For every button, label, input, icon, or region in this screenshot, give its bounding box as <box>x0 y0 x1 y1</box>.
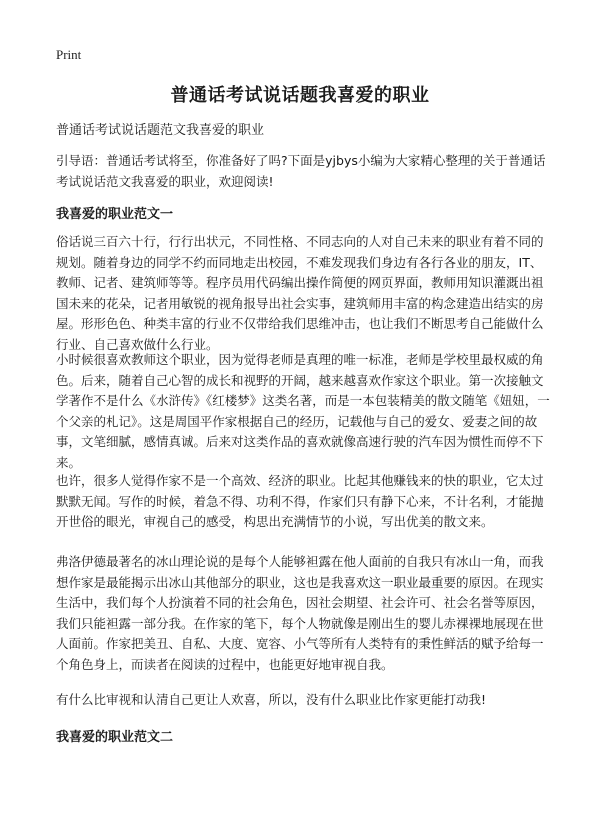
page-title: 普通话考试说话题我喜爱的职业 <box>170 85 430 106</box>
paragraph-4: 弗洛伊德最著名的冰山理论说的是每个人能够袒露在他人面前的自我只有冰山一角，而我想作家是最能揭示出冰山其他部分的职业，这也是我喜欢这一职业最重要的原因。在现实生活中，我们每个人扮演着不同的社会角色，因社会期望、社会许可、社会名誉等原因，我们只能袒露一部分我。在作家的笔下，每个人物就像是刚出生的婴儿赤裸裸地展现在世人面前。作家把美丑、自私、大度、宽容、小气等所有人类特有的秉性鲜活的赋予给每一个角色身上，而读者在阅读的过程中，也能更好地审视自我。 <box>56 554 544 672</box>
subtitle: 普通话考试说话题范文我喜爱的职业 <box>56 123 265 138</box>
section-1-heading: 我喜爱的职业范文一 <box>56 207 174 222</box>
section-2-heading: 我喜爱的职业范文二 <box>56 730 174 745</box>
paragraph-3: 也许，很多人觉得作家不是一个高效、经济的职业。比起其他赚钱来的快的职业，它太过默默无闻。写作的时候，着急不得、功利不得，作家们只有静下心来，不计名利，才能抛开世俗的眼光，审视自己的感受，构思出充满情节的小说，写出优美的散文来。 <box>56 473 544 529</box>
print-link[interactable]: Print <box>56 47 82 62</box>
paragraph-5: 有什么比审视和认清自己更让人欢喜，所以，没有什么职业比作家更能打动我! <box>56 692 487 707</box>
paragraph-1: 俗话说三百六十行，行行出状元，不同性格、不同志向的人对自己未来的职业有着不同的规划。随着身边的同学不约而同地走出校园，不难发现我们身边有各行各业的朋友，IT、教师、记者、建筑师等等。程序员用代码编出操作简便的网页界面，教师用知识灌溉出祖国未来的花朵，记者用敏锐的视角报导出社会实事，建筑师用丰富的构念建造出结实的房屋。形形色色、种类丰富的行业不仅带给我们思维冲击，也让我们不断思考自己能做什么行业、自己喜欢做什么行业。 <box>56 234 544 352</box>
intro-paragraph: 引导语：普通话考试将至，你准备好了吗?下面是yjbys小编为大家精心整理的关于普通话考试说话范文我喜爱的职业，欢迎阅读! <box>56 153 546 189</box>
paragraph-2: 小时候很喜欢教师这个职业，因为觉得老师是真理的唯一标准，老师是学校里最权威的角色。后来，随着自己心智的成长和视野的开阔，越来越喜欢作家这个职业。第一次接触文学著作不是什么《水浒传》《红楼梦》这类名著，而是一本包装精美的散文随笔《妞妞，一个父亲的札记》。这是周国平作家根据自己的经历，记载他与自己的爱女、爱妻之间的故事，文笔细腻，感情真诚。后来对这类作品的喜欢就像高速行驶的汽车因为惯性而停不下来。 <box>56 352 550 470</box>
